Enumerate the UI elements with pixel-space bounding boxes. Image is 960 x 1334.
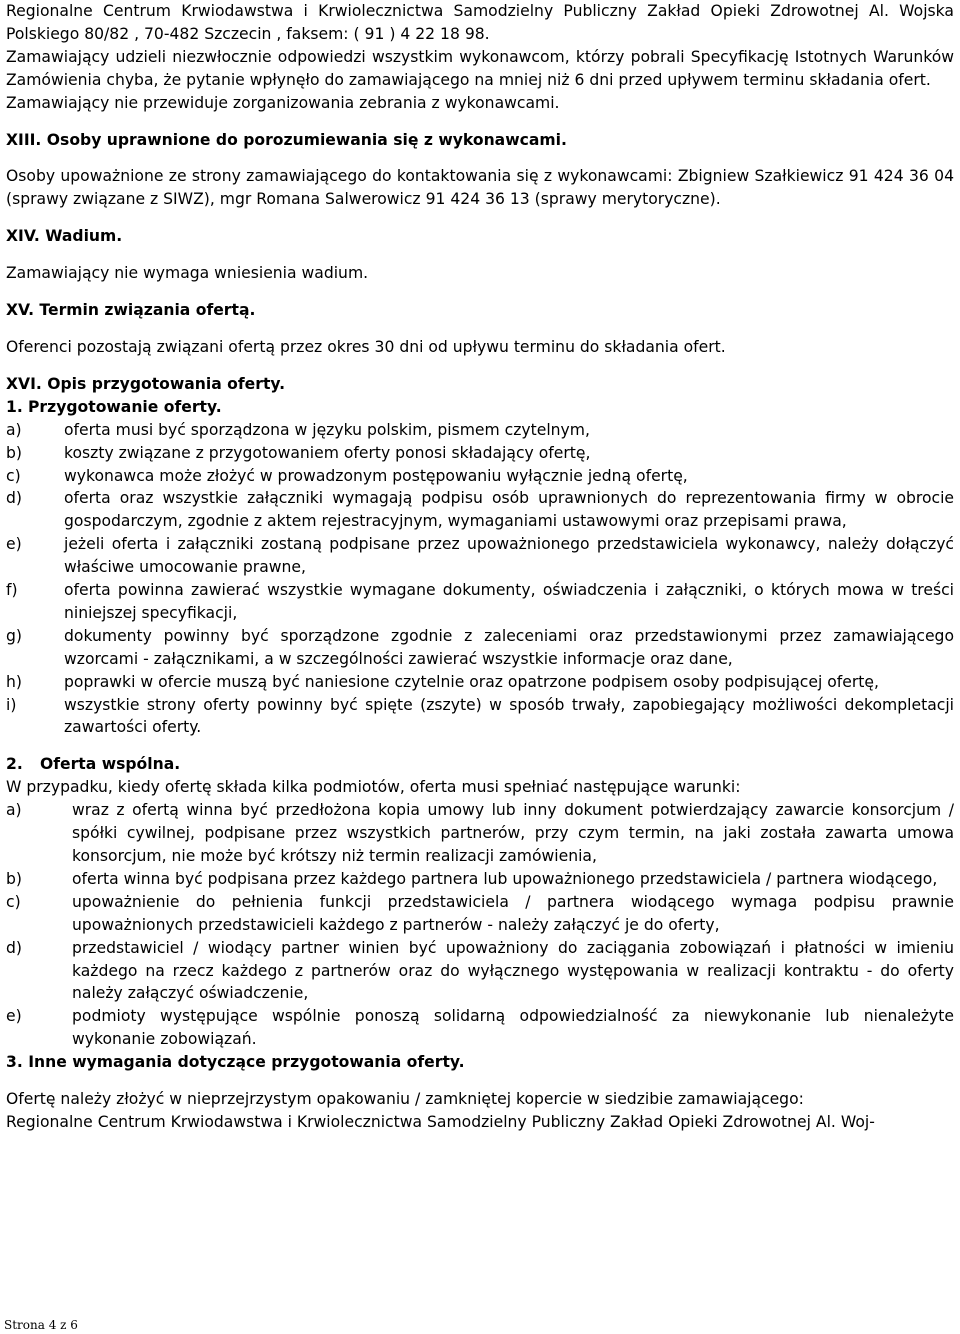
list-item-label: c)	[6, 892, 21, 911]
subsection-3-address: Regionalne Centrum Krwiodawstwa i Krwiolecznictwa Samodzielny Publiczny Zakład Opieki Zdrowotnej Al. Woj-	[6, 1112, 875, 1131]
list-item-label: b)	[6, 869, 22, 888]
list-item	[6, 694, 954, 740]
list-item-text: oferta musi być sporządzona w języku polskim, pismem czytelnym,	[64, 420, 590, 439]
list-item-label: h)	[6, 672, 22, 691]
joint-offer-list	[6, 799, 954, 1051]
list-item	[6, 442, 954, 465]
subsection-2-number: 2.	[6, 755, 23, 774]
list-item	[6, 625, 954, 671]
subsection-2-intro: W przypadku, kiedy ofertę składa kilka podmiotów, oferta musi spełniać następujące warunki:	[6, 778, 741, 797]
list-item-text: jeżeli oferta i załączniki zostaną podpisane przez upoważnionego przedstawiciela wykonawcy, należy dołączyć właściwe umocowanie prawne,	[64, 535, 954, 577]
list-item-text: poprawki w ofercie muszą być naniesione czytelnie oraz opatrzone podpisem osoby podpisującej ofertę,	[64, 672, 879, 691]
list-item-text: wraz z ofertą winna być przedłożona kopia umowy lub inny dokument potwierdzający zawarcie konsorcjum / spółki cywilnej, podpisane przez wszystkich partnerów, przy czym termin, na jaki została zawarta umowa konsorcjum, nie może być krótszy niż termin realizacji zamówienia,	[72, 801, 954, 865]
no-meeting-paragraph: Zamawiający nie przewiduje zorganizowania zebrania z wykonawcami.	[6, 93, 560, 112]
list-item-text: oferta oraz wszystkie załączniki wymagają podpisu osób uprawnionych do reprezentowania firmy w obrocie gospodarczym, zgodnie z aktem rejestracyjnym, wymaganiami ustawowymi oraz przepisami prawa,	[64, 489, 954, 531]
answer-rule-paragraph: Zamawiający udzieli niezwłocznie odpowiedzi wszystkim wykonawcom, którzy pobrali Specyfikację Istotnych Warunków Zamówienia chyba, że pytanie wpłynęło do zamawiającego na mniej niż 6 dni przed upływem terminu składania ofert.	[6, 47, 954, 89]
section-13-heading: XIII. Osoby uprawnione do porozumiewania się z wykonawcami.	[6, 130, 567, 149]
list-item	[6, 671, 954, 694]
list-item-label: f)	[6, 581, 18, 600]
list-item-label: a)	[6, 801, 22, 820]
list-item-text: oferta powinna zawierać wszystkie wymagane dokumenty, oświadczenia i załączniki, o których mowa w treści niniejszej specyfikacji,	[64, 581, 954, 622]
subsection-2-heading	[6, 753, 954, 776]
list-item	[6, 533, 954, 579]
list-item-label: a)	[6, 420, 22, 439]
list-item	[6, 487, 954, 533]
list-item-text: podmioty występujące wspólnie ponoszą solidarną odpowiedzialność za niewykonanie lub nienależyte wykonanie zobowiązań.	[72, 1007, 954, 1049]
list-item-label: d)	[6, 938, 22, 957]
list-item-label: e)	[6, 1007, 22, 1026]
list-item-text: dokumenty powinny być sporządzone zgodnie z zaleceniami oraz przedstawionymi przez zamawiającego wzorcami - załącznikami, a w szczególności zawierać wszystkie informacje oraz dane,	[64, 626, 954, 668]
list-item	[6, 1005, 954, 1051]
list-item-label: b)	[6, 443, 22, 462]
list-item-label: g)	[6, 626, 22, 645]
list-item-label: c)	[6, 466, 21, 485]
list-item	[6, 419, 954, 442]
section-15-text: Oferenci pozostają związani ofertą przez okres 30 dni od upływu terminu do składania ofert.	[6, 337, 726, 356]
section-15-heading: XV. Termin związania ofertą.	[6, 301, 256, 320]
list-item-label: d)	[6, 489, 22, 508]
list-item-text: upoważnienie do pełnienia funkcji przedstawiciela / partnera wiodącego wymaga podpisu prawnie upoważnionych przedstawicieli każdego z partnerów - należy załączyć je do oferty,	[72, 892, 954, 934]
list-item-text: oferta winna być podpisana przez każdego partnera lub upoważnionego przedstawiciela / partnera wiodącego,	[72, 869, 938, 888]
subsection-3-text: Ofertę należy złożyć w nieprzejrzystym opakowaniu / zamkniętej kopercie w siedzibie zamawiającego:	[6, 1090, 804, 1109]
section-14-text: Zamawiający nie wymaga wniesienia wadium.	[6, 264, 369, 283]
document-page	[6, 0, 954, 1134]
subsection-3-heading: 3. Inne wymagania dotyczące przygotowania oferty.	[6, 1053, 465, 1072]
list-item	[6, 891, 954, 937]
list-item-text: koszty związane z przygotowaniem oferty ponosi składający ofertę,	[64, 443, 591, 462]
subsection-2-title: Oferta wspólna.	[40, 755, 181, 774]
list-item-text: wszystkie strony oferty powinny być spięte (zszyte) w sposób trwały, zapobiegający możliwości dekompletacji zawartości oferty.	[64, 695, 954, 737]
list-item-label: e)	[6, 535, 22, 554]
subsection-1-heading	[6, 396, 954, 419]
list-item	[6, 579, 954, 625]
list-item-text: wykonawca może złożyć w prowadzonym postępowaniu wyłącznie jedną ofertę,	[64, 466, 688, 485]
list-item	[6, 799, 954, 868]
address-paragraph: Regionalne Centrum Krwiodawstwa i Krwiolecznictwa Samodzielny Publiczny Zakład Opieki Zdrowotnej Al. Wojska Polskiego 80/82 , 70-482 Szczecin , faksem: ( 91 ) 4 22 18 98.	[6, 2, 954, 43]
list-item	[6, 465, 954, 488]
list-item-label: i)	[6, 695, 17, 714]
preparation-list	[6, 419, 954, 740]
subsection-1-number: 1.	[6, 397, 23, 416]
page-number: Strona 4 z 6	[4, 1318, 78, 1332]
subsection-1-title: Przygotowanie oferty.	[28, 397, 222, 416]
list-item	[6, 868, 954, 891]
list-item	[6, 937, 954, 1006]
section-16-heading: XVI. Opis przygotowania oferty.	[6, 374, 286, 393]
list-item-text: przedstawiciel / wiodący partner winien być upoważniony do zaciągania zobowiązań i płatności w imieniu każdego na rzecz każdego z partnerów oraz do wyłącznego występowania w realizacji kontraktu - do oferty należy załączyć oświadczenie,	[72, 938, 954, 1003]
section-13-text: Osoby upoważnione ze strony zamawiającego do kontaktowania się z wykonawcami: Zbigniew Szałkiewicz 91 424 36 04 (sprawy związane z SIWZ), mgr Romana Salwerowicz 91 424 36 13 (sprawy merytoryczne).	[6, 167, 954, 209]
section-14-heading: XIV. Wadium.	[6, 227, 123, 246]
